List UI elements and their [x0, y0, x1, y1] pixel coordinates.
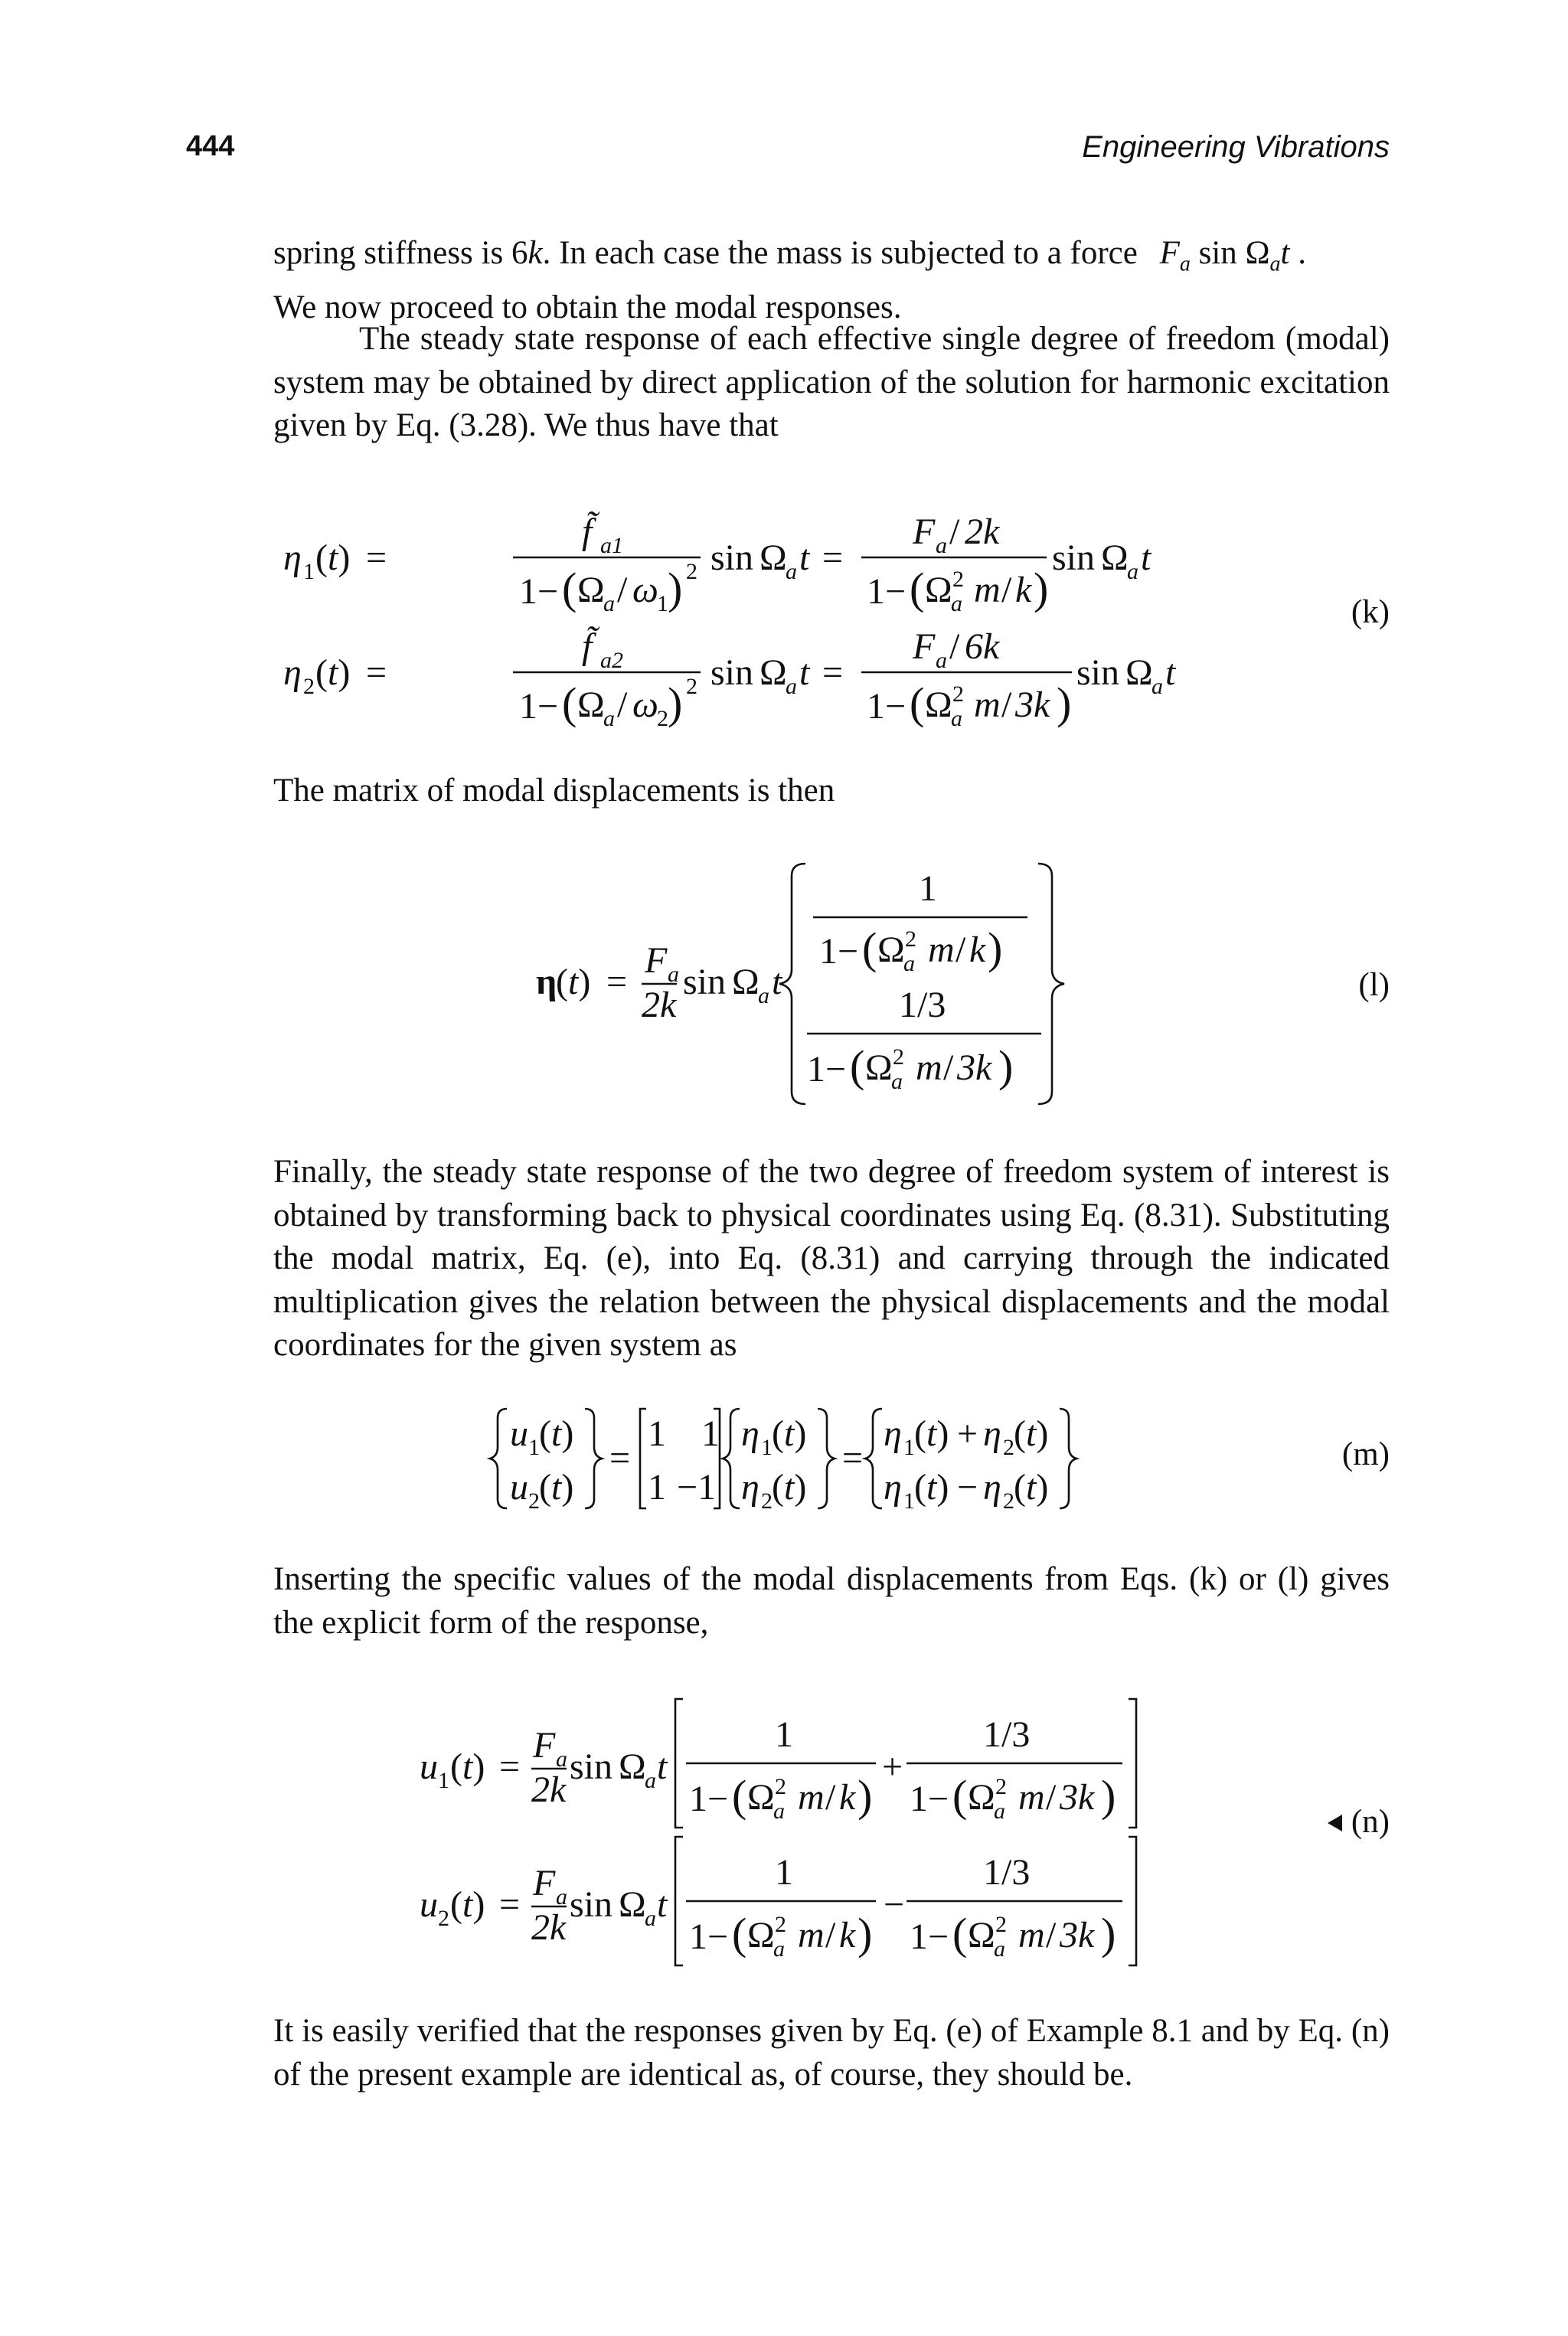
svg-text:=: = — [842, 1438, 864, 1478]
svg-text:Ω: Ω — [968, 1915, 995, 1955]
equation-number-m: (m) — [1341, 1436, 1390, 1472]
svg-text:(t): (t) — [914, 1413, 949, 1454]
svg-text:t: t — [1165, 652, 1176, 693]
svg-text:1: 1 — [657, 591, 668, 616]
svg-text:(t): (t) — [450, 1746, 485, 1787]
svg-text:a: a — [556, 1884, 567, 1910]
svg-text:u: u — [510, 1413, 528, 1454]
svg-text:/: / — [617, 570, 628, 610]
svg-text:ω: ω — [632, 684, 658, 725]
svg-text:k: k — [969, 929, 986, 970]
svg-text:a: a — [773, 1799, 785, 1824]
svg-text:): ) — [1101, 1909, 1116, 1959]
svg-text:k: k — [1015, 570, 1032, 610]
svg-text:2k: 2k — [531, 1907, 567, 1948]
svg-text:=: = — [822, 652, 844, 693]
equation-number-n — [1328, 1803, 1390, 1841]
svg-text:(t): (t) — [772, 1467, 807, 1508]
svg-text:a: a — [891, 1069, 903, 1094]
svg-text:): ) — [1034, 564, 1049, 613]
equation-m — [490, 1401, 1118, 1516]
svg-text:(: ( — [910, 678, 925, 728]
paragraph-physical-coordinates: Finally, the steady state response of the two degree of freedom system of interest is obtained by transforming back to physical coordinates using Eq. (8.31). Substituting the modal matrix, Eq. (e), into Eq. (8.31) and carrying through the indicated multiplication gives the relation between the physical displacements and the modal coordinates for the given system as — [273, 1154, 1390, 1363]
svg-text:f̃: f̃ — [582, 626, 593, 667]
svg-text:t: t — [657, 1746, 668, 1787]
svg-text:2: 2 — [438, 1906, 449, 1931]
svg-text:1−: 1− — [910, 1779, 949, 1819]
svg-text:1: 1 — [648, 1467, 666, 1508]
svg-text:6k: 6k — [965, 626, 1000, 667]
svg-text:m: m — [1018, 1915, 1045, 1955]
svg-text:−1: −1 — [677, 1467, 717, 1508]
svg-text:): ) — [1057, 678, 1072, 728]
svg-text:a: a — [951, 706, 962, 731]
svg-text:Ω: Ω — [619, 1884, 646, 1925]
svg-text:=: = — [366, 537, 387, 578]
svg-text:a: a — [603, 591, 615, 616]
svg-text:Ω: Ω — [877, 929, 905, 970]
equation-number-n-label: (n) — [1351, 1804, 1390, 1840]
svg-text:Ω: Ω — [732, 962, 760, 1002]
svg-text:Ω: Ω — [747, 1777, 775, 1818]
svg-text:/: / — [956, 929, 966, 970]
svg-text:(t): (t) — [1014, 1467, 1049, 1508]
svg-text:1: 1 — [528, 1435, 540, 1460]
svg-text:a: a — [786, 559, 797, 584]
equation-l — [536, 858, 1057, 1110]
svg-text:t: t — [799, 537, 810, 578]
svg-text:η: η — [983, 1467, 1001, 1508]
equation-n — [420, 1688, 1185, 1979]
svg-text:(t): (t) — [450, 1884, 485, 1925]
intro-text-a: spring stiffness is 6 — [273, 235, 528, 271]
svg-text:=: = — [606, 962, 628, 1002]
svg-text:F: F — [533, 1725, 556, 1766]
svg-text:Ω: Ω — [619, 1746, 646, 1787]
svg-text:F: F — [645, 940, 668, 981]
svg-text:1−: 1− — [689, 1916, 729, 1957]
svg-text:(t): (t) — [315, 537, 351, 578]
svg-text:3k: 3k — [1060, 1915, 1095, 1955]
svg-text:k: k — [839, 1915, 856, 1955]
svg-text:m: m — [798, 1915, 825, 1955]
svg-text:=: = — [499, 1746, 521, 1787]
svg-text:t: t — [1141, 537, 1152, 578]
svg-text:1−: 1− — [867, 686, 906, 727]
running-title: Engineering Vibrations — [1082, 130, 1390, 164]
svg-text:3k: 3k — [1015, 684, 1050, 725]
svg-text:a: a — [603, 706, 615, 731]
svg-text:u: u — [420, 1884, 438, 1925]
svg-text:a: a — [936, 533, 947, 558]
svg-text:k: k — [839, 1777, 856, 1818]
svg-text:sin: sin — [570, 1884, 613, 1925]
svg-text:/: / — [825, 1777, 836, 1818]
svg-text:a: a — [951, 591, 962, 616]
svg-text:=: = — [499, 1884, 521, 1925]
svg-text:Ω: Ω — [1101, 537, 1129, 578]
svg-text:3k: 3k — [957, 1047, 992, 1088]
svg-text:Ω: Ω — [925, 570, 952, 610]
svg-text:(t): (t) — [539, 1413, 574, 1454]
svg-text:2: 2 — [686, 559, 697, 584]
svg-text:η: η — [536, 962, 557, 1002]
svg-text:1: 1 — [701, 1413, 720, 1454]
svg-text:1: 1 — [775, 1714, 793, 1755]
svg-text:2: 2 — [905, 926, 916, 952]
svg-text:/: / — [1001, 570, 1012, 610]
equation-number-l: (l) — [1358, 967, 1390, 1003]
svg-text:): ) — [858, 1771, 873, 1821]
svg-text:(: ( — [562, 564, 577, 613]
svg-text:1: 1 — [775, 1852, 793, 1893]
svg-text:m: m — [974, 684, 1001, 725]
svg-text:(t): (t) — [772, 1413, 807, 1454]
svg-text:Ω: Ω — [747, 1915, 775, 1955]
intro-text-b: . In each case the mass is subjected to a force — [542, 235, 1146, 271]
paragraph-matrix-intro: The matrix of modal displacements is then — [273, 773, 835, 809]
svg-text:2k: 2k — [965, 511, 1000, 552]
svg-text:(: ( — [732, 1909, 747, 1959]
svg-text:m: m — [974, 570, 1001, 610]
svg-text:): ) — [858, 1909, 873, 1959]
svg-text:ω: ω — [632, 570, 658, 610]
svg-text:Ω: Ω — [577, 570, 605, 610]
svg-text:F: F — [913, 626, 936, 667]
svg-text:1: 1 — [303, 559, 315, 584]
svg-text:a: a — [645, 1906, 656, 1931]
svg-text:(t): (t) — [315, 652, 351, 693]
svg-text:Ω: Ω — [1125, 652, 1153, 693]
svg-text:1: 1 — [919, 868, 937, 909]
svg-text:a: a — [786, 674, 797, 699]
svg-text:2: 2 — [528, 1488, 540, 1514]
svg-text:2: 2 — [952, 681, 964, 707]
svg-text:2k: 2k — [531, 1769, 567, 1810]
svg-text:/: / — [949, 511, 960, 552]
svg-text:3k: 3k — [1060, 1777, 1095, 1818]
svg-text:t: t — [657, 1884, 668, 1925]
svg-text:=: = — [366, 652, 387, 693]
end-of-example-triangle-icon — [1328, 1815, 1342, 1831]
svg-text:2: 2 — [775, 1774, 786, 1799]
svg-text:η: η — [884, 1413, 902, 1454]
paragraph-intro — [273, 232, 1390, 330]
equation-number-k: (k) — [1351, 594, 1390, 630]
svg-text:Ω: Ω — [577, 684, 605, 725]
svg-text:a: a — [903, 951, 915, 976]
svg-text:a: a — [994, 1936, 1005, 1962]
svg-text:1/3: 1/3 — [899, 985, 946, 1025]
svg-text:2: 2 — [995, 1774, 1007, 1799]
svg-text:(: ( — [732, 1771, 747, 1821]
svg-text:1−: 1− — [519, 571, 559, 612]
svg-text:−: − — [957, 1467, 978, 1508]
inline-force-expression: $F_a$ $\sin \Omega_at$ . — [1159, 235, 1306, 276]
svg-text:Ω: Ω — [925, 684, 952, 725]
svg-text:2k: 2k — [642, 985, 677, 1025]
svg-text:Ω: Ω — [865, 1047, 893, 1088]
intro-line-2: We now proceed to obtain the modal responses. — [273, 289, 902, 326]
svg-text:): ) — [668, 678, 683, 728]
svg-text:m: m — [1018, 1777, 1045, 1818]
svg-text:/: / — [943, 1047, 954, 1088]
svg-text:Ω: Ω — [760, 537, 787, 578]
svg-text:a: a — [773, 1936, 785, 1962]
svg-text:(: ( — [952, 1771, 968, 1821]
svg-text:−: − — [884, 1884, 905, 1925]
svg-text:sin: sin — [710, 537, 754, 578]
svg-text:a: a — [758, 983, 769, 1008]
svg-text:η: η — [983, 1413, 1001, 1454]
svg-text:m: m — [928, 929, 955, 970]
svg-text:a: a — [668, 962, 679, 987]
svg-text:Ω: Ω — [760, 652, 787, 693]
svg-text:1−: 1− — [807, 1049, 847, 1090]
svg-text:(t): (t) — [556, 962, 591, 1002]
svg-text:1−: 1− — [910, 1916, 949, 1957]
svg-text:(: ( — [862, 923, 877, 973]
svg-text:F: F — [533, 1863, 556, 1903]
svg-text:a2: a2 — [600, 648, 623, 673]
svg-text:): ) — [1101, 1771, 1116, 1821]
svg-text:(t): (t) — [914, 1467, 949, 1508]
svg-text:sin: sin — [570, 1746, 613, 1787]
svg-text:(: ( — [850, 1041, 865, 1091]
svg-text:1−: 1− — [867, 571, 906, 612]
svg-text:2: 2 — [303, 674, 315, 699]
svg-text:sin: sin — [1052, 537, 1096, 578]
svg-text:η: η — [283, 652, 302, 693]
svg-text:a: a — [994, 1799, 1005, 1824]
svg-text:2: 2 — [657, 706, 668, 731]
svg-text:(t): (t) — [1014, 1413, 1049, 1454]
svg-text:a: a — [1152, 674, 1163, 699]
svg-text:a: a — [936, 648, 947, 673]
svg-text:(: ( — [562, 678, 577, 728]
svg-text:+: + — [957, 1413, 978, 1454]
svg-text:/: / — [825, 1915, 836, 1955]
svg-text:/: / — [949, 626, 960, 667]
paragraph-conclusion: It is easily verified that the responses given by Eq. (e) of Example 8.1 and by Eq. (n) of the present example are identical as, of course, they should be. — [273, 2013, 1390, 2093]
svg-text:f̃: f̃ — [582, 511, 593, 552]
svg-text:=: = — [822, 537, 844, 578]
svg-text:2: 2 — [1003, 1435, 1014, 1460]
svg-text:sin: sin — [710, 652, 754, 693]
svg-text:sin: sin — [1076, 652, 1120, 693]
svg-text:η: η — [884, 1467, 902, 1508]
svg-text:(t): (t) — [539, 1467, 574, 1508]
svg-text:1−: 1− — [689, 1779, 729, 1819]
svg-text:t: t — [799, 652, 810, 693]
svg-text:η: η — [283, 537, 302, 578]
svg-text:a1: a1 — [600, 533, 623, 558]
svg-text:2: 2 — [995, 1912, 1007, 1937]
svg-text:1−: 1− — [819, 931, 859, 972]
svg-text:2: 2 — [893, 1044, 904, 1070]
svg-text:t: t — [772, 962, 782, 1002]
svg-text:(: ( — [952, 1909, 968, 1959]
svg-text:1/3: 1/3 — [983, 1714, 1031, 1755]
svg-text:sin: sin — [683, 962, 727, 1002]
svg-text:u: u — [420, 1746, 438, 1787]
svg-text:/: / — [1046, 1915, 1057, 1955]
svg-text:2: 2 — [686, 674, 697, 699]
svg-text:u: u — [510, 1467, 528, 1508]
svg-text:2: 2 — [1003, 1488, 1014, 1514]
svg-text:+: + — [882, 1746, 903, 1787]
intro-k: k — [528, 235, 543, 271]
svg-text:1/3: 1/3 — [983, 1852, 1031, 1893]
svg-text:1: 1 — [903, 1488, 915, 1514]
svg-text:/: / — [1046, 1777, 1057, 1818]
svg-text:1: 1 — [648, 1413, 666, 1454]
svg-text:a: a — [556, 1746, 567, 1772]
svg-text:/: / — [1001, 684, 1012, 725]
svg-text:F: F — [913, 511, 936, 552]
paragraph-explicit-form: Inserting the specific values of the modal displacements from Eqs. (k) or (l) gives the explicit form of the response, — [273, 1561, 1390, 1641]
svg-text:a: a — [1127, 559, 1138, 584]
svg-text:2: 2 — [952, 567, 964, 592]
page-number: 444 — [186, 130, 235, 162]
svg-text:): ) — [988, 923, 1003, 973]
svg-text:/: / — [617, 684, 628, 725]
svg-text:η: η — [741, 1413, 760, 1454]
svg-text:2: 2 — [775, 1912, 786, 1937]
svg-text:2: 2 — [761, 1488, 773, 1514]
svg-text:): ) — [668, 564, 683, 613]
svg-text:Ω: Ω — [968, 1777, 995, 1818]
svg-text:): ) — [998, 1041, 1014, 1091]
svg-text:(: ( — [910, 564, 925, 613]
svg-text:m: m — [798, 1777, 825, 1818]
svg-text:a: a — [645, 1768, 656, 1793]
svg-text:1−: 1− — [519, 686, 559, 727]
paragraph-steady-state: The steady state response of each effective single degree of freedom (modal) system may be obtained by direct application of the solution for harmonic excitation given by Eq. (3.28). We thus have that — [273, 321, 1390, 443]
svg-text:1: 1 — [761, 1435, 773, 1460]
svg-text:=: = — [609, 1438, 631, 1478]
svg-text:1: 1 — [903, 1435, 915, 1460]
equation-k — [276, 490, 1271, 750]
svg-text:m: m — [916, 1047, 942, 1088]
svg-text:η: η — [741, 1467, 760, 1508]
svg-text:1: 1 — [438, 1768, 449, 1793]
